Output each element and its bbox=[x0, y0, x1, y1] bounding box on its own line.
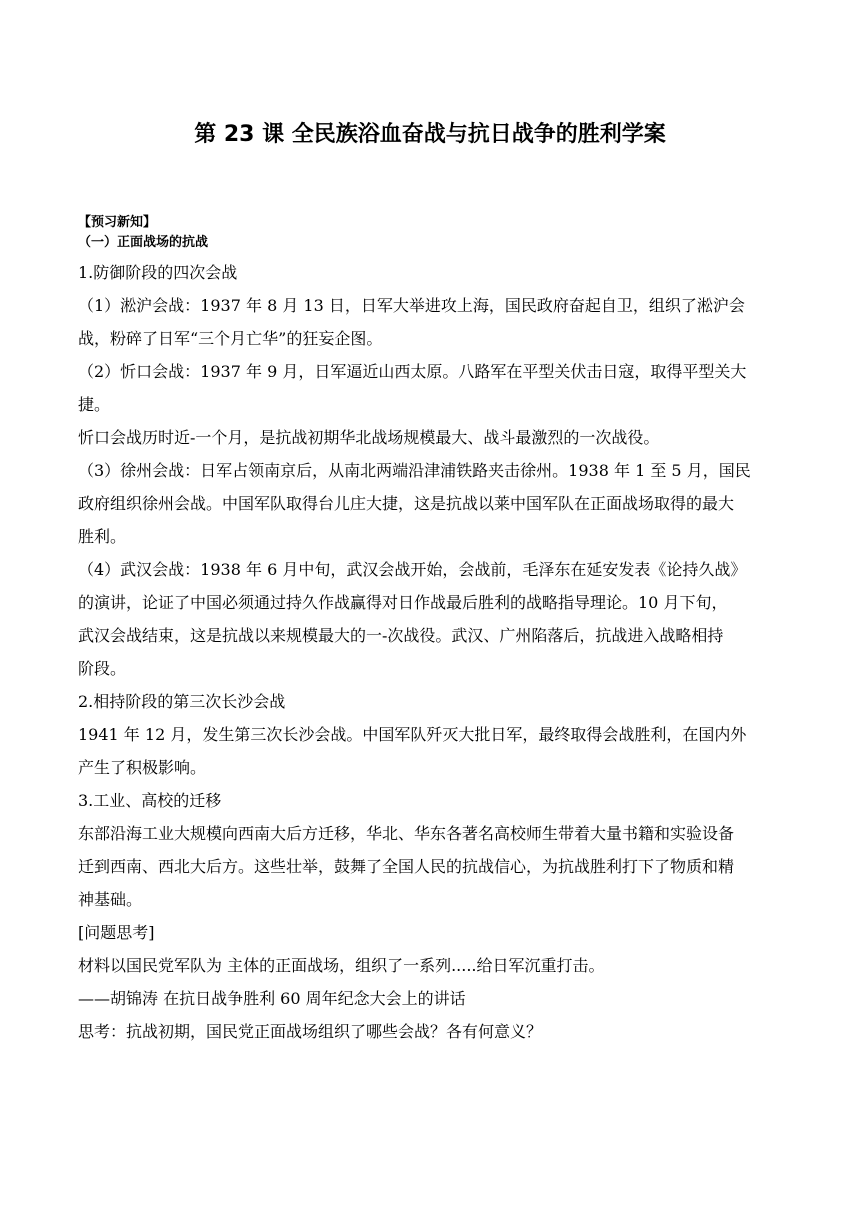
question-line: 思考：抗战初期，国民党正面战场组织了哪些会战？各有何意义？ bbox=[78, 1022, 543, 1041]
quote-attribution: ——胡锦涛 在抗日战争胜利 60 周年纪念大会上的讲话 bbox=[78, 989, 466, 1008]
paragraph-line: （4）武汉会战：1938 年 6 月中旬，武汉会战开始，会战前，毛泽东在延安发表《论持久战》 bbox=[78, 560, 747, 579]
paragraph-line: （1）淞沪会战：1937 年 8 月 13 日，日军大举进攻上海，国民政府奋起自卫，组织了淞沪会 bbox=[78, 296, 745, 315]
paragraph-line: 迁到西南、西北大后方。这些壮举，鼓舞了全国人民的抗战信心，为抗战胜利打下了物质和精 bbox=[78, 857, 735, 876]
question-heading: [问题思考] bbox=[78, 923, 155, 942]
paragraph-line: 的演讲，论证了中国必须通过持久作战赢得对日作战最后胜利的战略指导理论。10 月下旬， bbox=[78, 593, 728, 612]
paragraph-line: （2）忻口会战：1937 年 9 月，日军逼近山西太原。八路军在平型关伏击日寇，取得平型关大 bbox=[78, 362, 747, 381]
paragraph-line: （3）徐州会战：日军占领南京后，从南北两端沿津浦铁路夹击徐州。1938 年 1 至 5 月，国民 bbox=[78, 461, 751, 480]
paragraph-line: 产生了积极影响。 bbox=[78, 758, 207, 777]
paragraph-line: 战，粉碎了日军“三个月亡华”的狂妄企图。 bbox=[78, 329, 383, 348]
quote-line: 材料以国民党军队为 主体的正面战场，组织了一系列.....给日军沉重打击。 bbox=[78, 956, 605, 975]
paragraph-line: 东部沿海工业大规模向西南大后方迁移，华北、华东各著名高校师生带着大量书籍和实验设备 bbox=[78, 824, 735, 843]
paragraph-line: 政府组织徐州会战。中国军队取得台儿庄大捷，这是抗战以莱中国军队在正面战场取得的最大 bbox=[78, 494, 735, 513]
document-body bbox=[78, 213, 785, 1048]
section-heading: 【预习新知】 bbox=[78, 215, 157, 230]
page-title: 第 23 课 全民族浴血奋战与抗日战争的胜利学案 bbox=[194, 122, 666, 147]
paragraph-line: 捷。 bbox=[78, 395, 111, 414]
heading-relocation: 3.工业、高校的迁移 bbox=[78, 791, 222, 810]
subsection-heading: （一）正面战场的抗战 bbox=[78, 235, 209, 250]
paragraph-line: 神基础。 bbox=[78, 890, 143, 909]
heading-defense-stage: 1.防御阶段的四次会战 bbox=[78, 263, 238, 282]
heading-stalemate-stage: 2.相持阶段的第三次长沙会战 bbox=[78, 692, 286, 711]
paragraph-line: 1941 年 12 月，发生第三次长沙会战。中国军队歼灭大批日军，最终取得会战胜利，在国内外 bbox=[78, 725, 747, 744]
paragraph-line: 胜利。 bbox=[78, 527, 127, 546]
paragraph-line: 忻口会战历时近-一个月，是抗战初期华北战场规模最大、战斗最激烈的一次战役。 bbox=[78, 428, 660, 447]
paragraph-line: 武汉会战结束，这是抗战以来规模最大的一-次战役。武汉、广州陷落后，抗战进入战略相持 bbox=[78, 626, 724, 645]
paragraph-line: 阶段。 bbox=[78, 659, 127, 678]
